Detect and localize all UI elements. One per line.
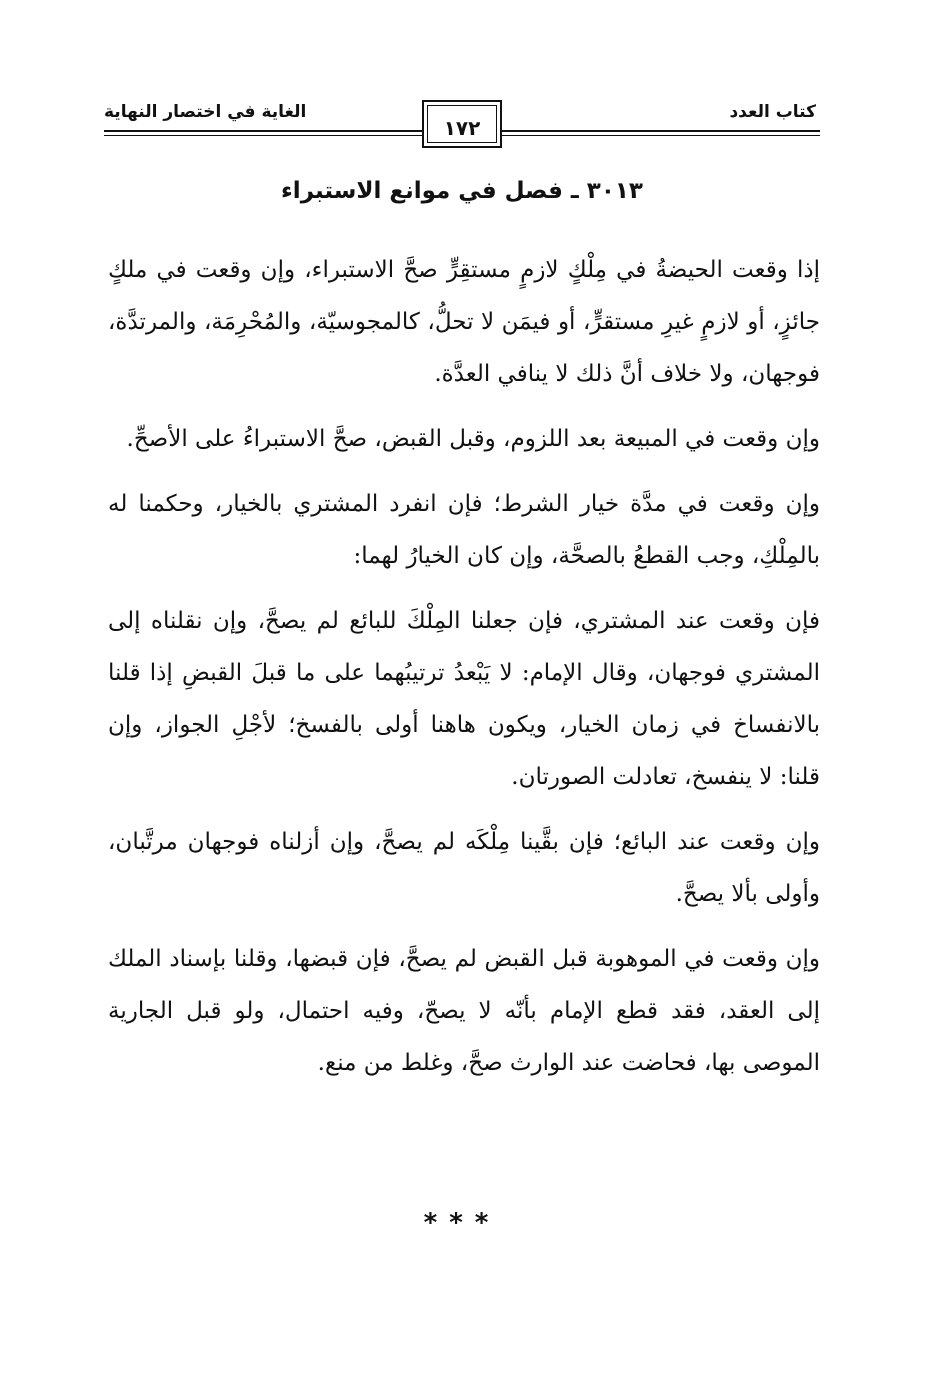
running-header xyxy=(104,98,820,148)
section-heading: ٣٠١٣ ـ فصل في موانع الاستبراء xyxy=(281,178,643,204)
paragraph: إذا وقعت الحيضةُ في مِلْكٍ لازمٍ مستقِرٍّ صحَّ الاستبراء، وإن وقعت في ملكٍ جائزٍ، أو لازمٍ غيرِ مستقرٍّ، أو فيمَن لا تحلُّ، كالمجوسيّة، والمُحْرِمَة، والمرتدَّة، فوجهان، ولا خلاف أنَّ ذلك لا ينافي العدَّة. xyxy=(108,257,820,387)
paragraph: وإن وقعت في المبيعة بعد اللزوم، وقبل القبض، صحَّ الاستبراءُ على الأصحِّ. xyxy=(126,426,820,452)
chapter-title: كتاب العدد xyxy=(729,102,816,122)
section-end-ornament: *** xyxy=(423,1208,501,1238)
page-number: ١٧٢ xyxy=(443,116,481,140)
paragraph: وإن وقعت في مدَّة خيار الشرط؛ فإن انفرد المشتري بالخيار، وحكمنا له بالمِلْكِ، وجب القطعُ بالصحَّة، وإن كان الخيارُ لهما: xyxy=(108,491,820,569)
body-text xyxy=(108,244,820,1102)
paragraph: وإن وقعت عند البائع؛ فإن بقَّينا مِلْكَه لم يصحَّ، وإن أزلناه فوجهان مرتَّبان، وأولى بألا يصحَّ. xyxy=(108,829,820,907)
book-title: الغاية في اختصار النهاية xyxy=(104,102,307,122)
paragraph: فإن وقعت عند المشتري، فإن جعلنا المِلْكَ للبائع لم يصحَّ، وإن نقلناه إلى المشتري فوجهان، وقال الإمام: لا يَبْعدُ ترتيبُهما على ما قبلَ القبضِ إذا قلنا بالانفساخ في زمان الخيار، ويكون هاهنا أولى بالفسخ؛ لأجْلِ الجواز، وإن قلنا: لا ينفسخ، تعادلت الصورتان. xyxy=(108,608,820,790)
paragraph: وإن وقعت في الموهوبة قبل القبض لم يصحَّ، فإن قبضها، وقلنا بإسناد الملك إلى العقد، فقد قطع الإمام بأنّه لا يصحّ، وفيه احتمال، ولو قبل الجارية الموصى بها، فحاضت عند الوارث صحَّ، وغلط من منع. xyxy=(108,946,820,1076)
page-number-frame xyxy=(422,100,502,148)
